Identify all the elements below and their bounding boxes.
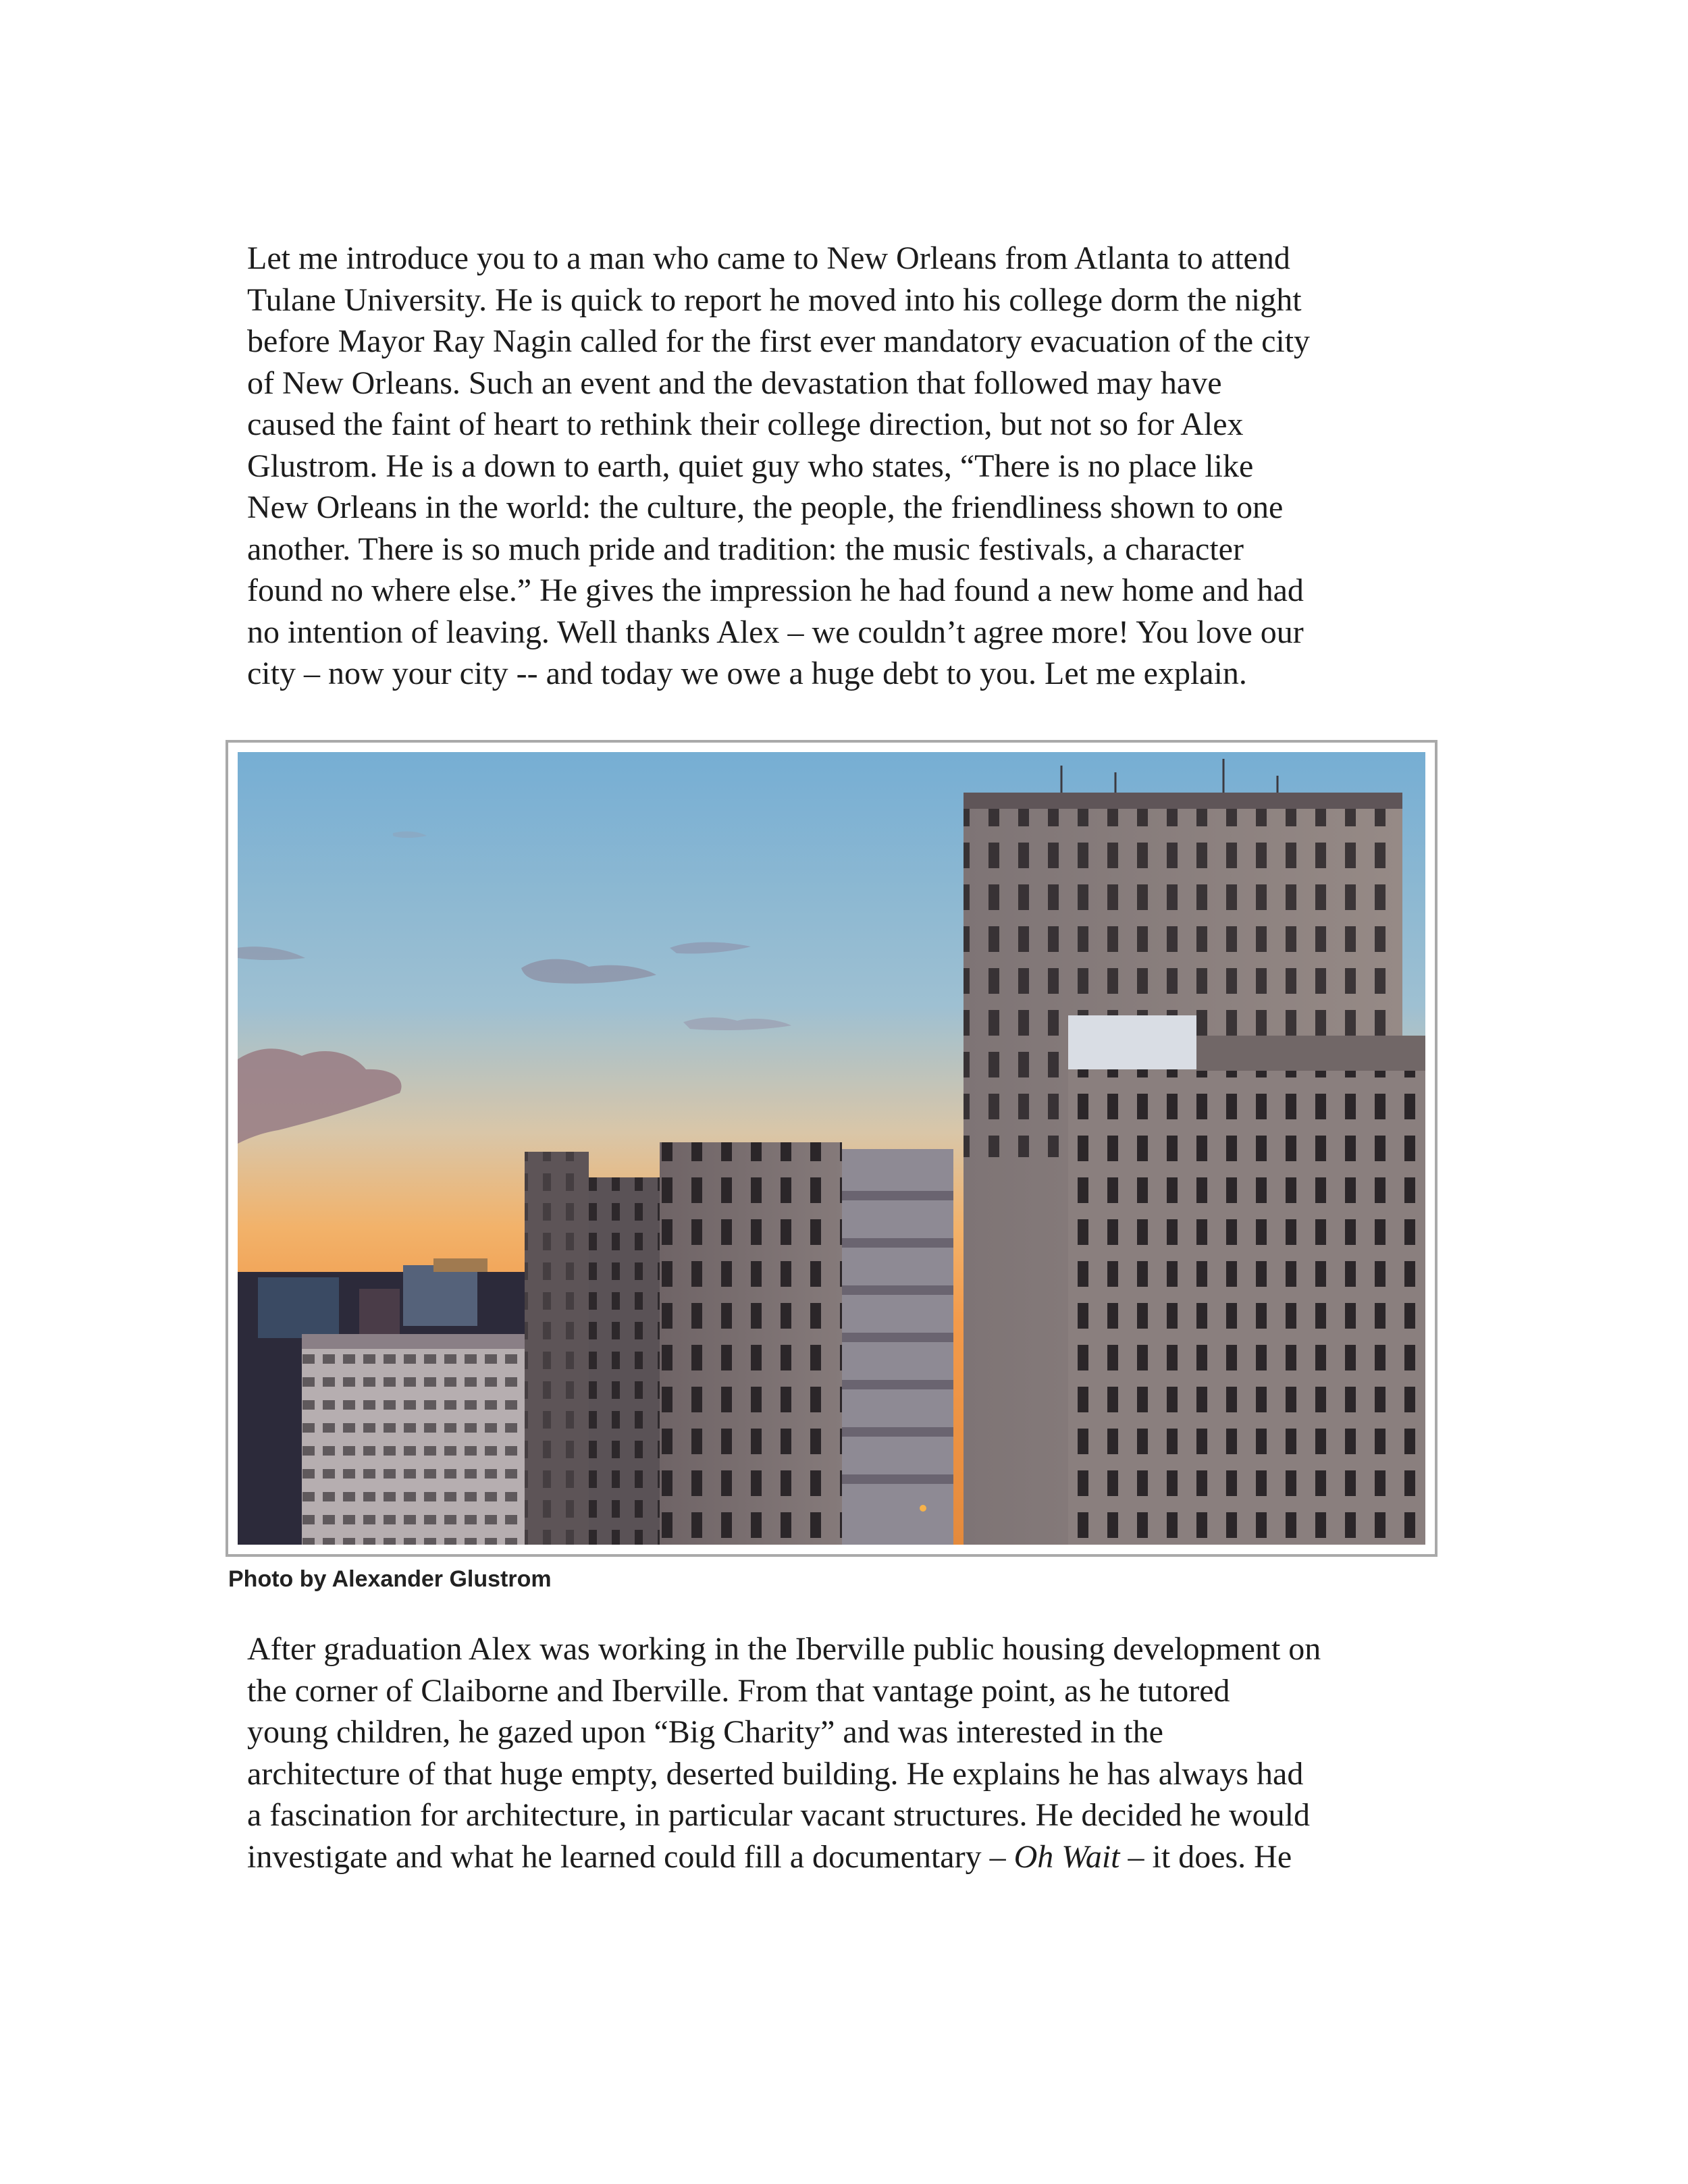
- text-run: – it does. He: [1119, 1838, 1292, 1875]
- text-line: young children, he gazed upon “Big Charity” and was interested in the: [247, 1714, 1163, 1750]
- text-line: a fascination for architecture, in particular vacant structures. He decided he would: [247, 1797, 1310, 1833]
- text-line: the corner of Claiborne and Iberville. From that vantage point, as he tutored: [247, 1672, 1230, 1709]
- body-paragraph: [247, 1628, 1462, 1877]
- photo-frame: [226, 740, 1438, 1557]
- text-line: caused the faint of heart to rethink their college direction, but not so for Alex: [247, 406, 1244, 442]
- text-line: Glustrom. He is a down to earth, quiet guy who states, “There is no place like: [247, 448, 1254, 484]
- italic-text: Oh Wait: [1013, 1838, 1120, 1875]
- text-line: [247, 1836, 1462, 1878]
- text-run: investigate and what he learned could fill a documentary –: [247, 1838, 1014, 1875]
- text-line: no intention of leaving. Well thanks Alex – we couldn’t agree more! You love our: [247, 614, 1304, 650]
- text-line: of New Orleans. Such an event and the devastation that followed may have: [247, 365, 1222, 401]
- text-line: city – now your city -- and today we owe a huge debt to you. Let me explain.: [247, 656, 1247, 691]
- text-line: found no where else.” He gives the impression he had found a new home and had: [247, 572, 1304, 608]
- text-line: Let me introduce you to a man who came to New Orleans from Atlanta to attend: [247, 240, 1290, 276]
- text-line: Tulane University. He is quick to report he moved into his college dorm the night: [247, 282, 1302, 318]
- photo-caption: Photo by Alexander Glustrom: [228, 1566, 552, 1592]
- building-photo: [238, 752, 1425, 1545]
- text-line: After graduation Alex was working in the Iberville public housing development on: [247, 1631, 1321, 1667]
- text-line: architecture of that huge empty, deserted building. He explains he has always had: [247, 1755, 1304, 1792]
- intro-paragraph: [247, 238, 1462, 695]
- text-line: another. There is so much pride and tradition: the music festivals, a character: [247, 531, 1244, 567]
- text-line: before Mayor Ray Nagin called for the first ever mandatory evacuation of the city: [247, 323, 1311, 359]
- text-line: New Orleans in the world: the culture, the people, the friendliness shown to one: [247, 489, 1284, 525]
